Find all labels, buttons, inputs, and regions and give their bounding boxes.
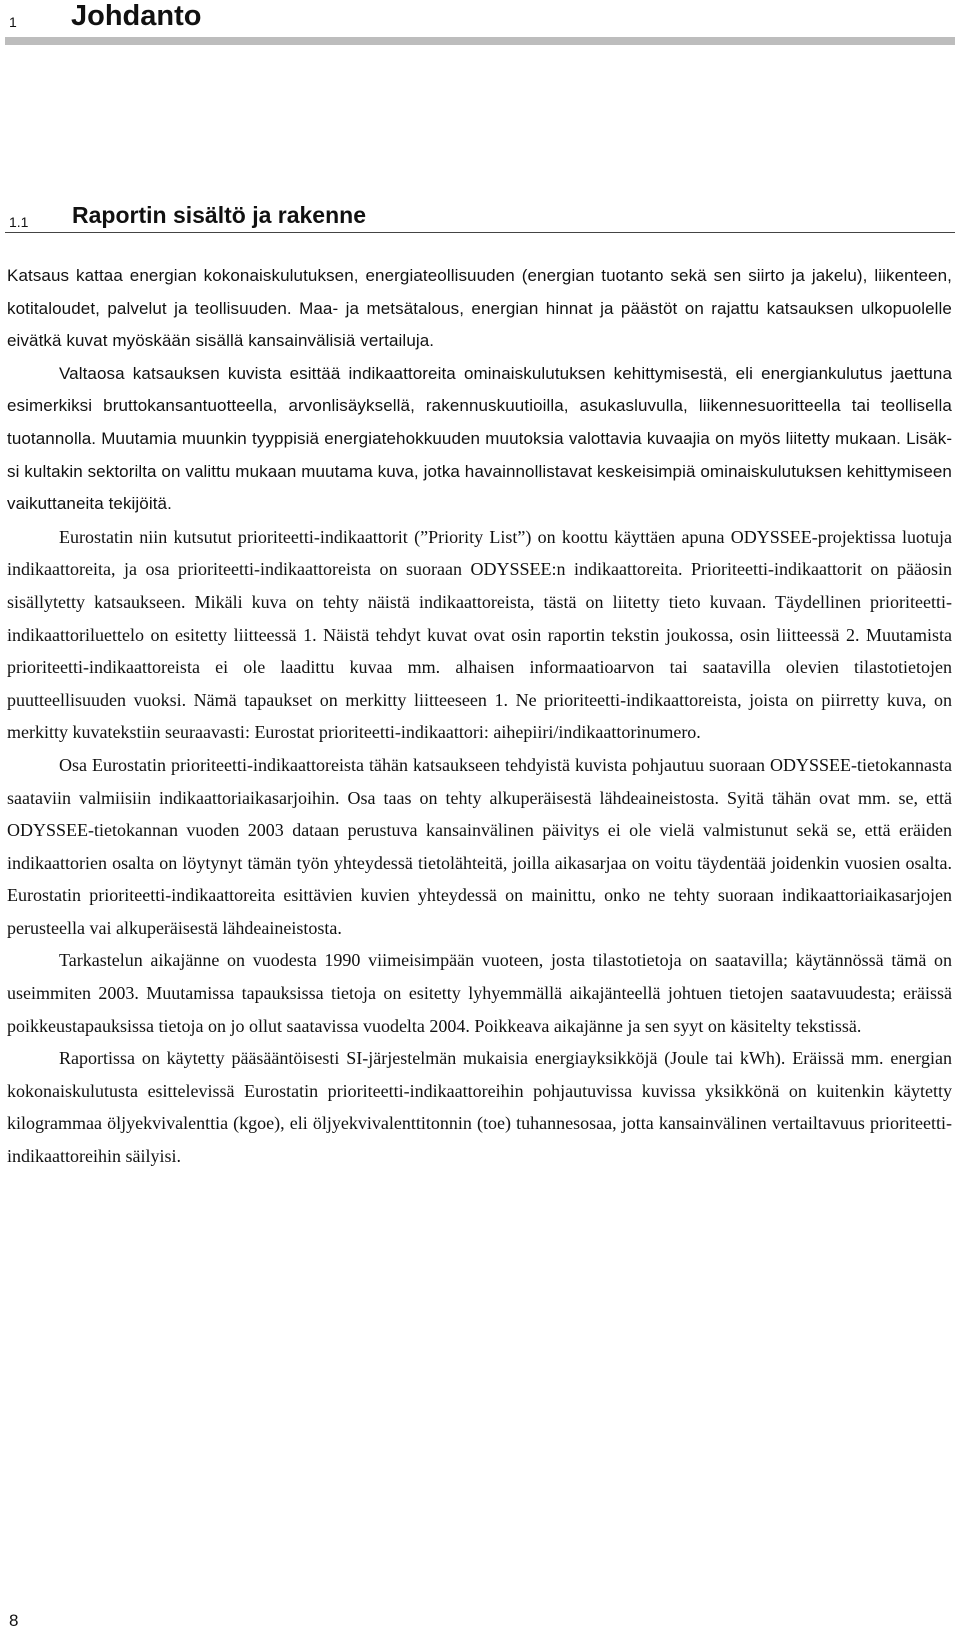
body-text xyxy=(7,260,952,1173)
paragraph-indicators: Valtaosa katsauksen kuvista esittää indikaattoreita ominaiskulutuksen kehittymisestä, eli energiankulutus jaettuna esimerkiksi bruttokansantuotteella, arvonlisäyksellä, rakennuskuutioilla, asukasluvulla, liikennesuoritteella tai teollisella tuotannolla. Muutamia muunkin tyyppisiä energiatehokkuuden muutoksia valottavia kuvaajia on myös liitetty mukaan. Lisäksi kultakin sektorilta on valittu mukaan muutama kuva, jotka havainnollistavat keskeisimpiä ominaiskulutuksen kehittymiseen vaikuttaneita tekijöitä. xyxy=(7,363,952,514)
section-number: 1.1 xyxy=(9,214,29,230)
paragraph-priority-list: Eurostatin niin kutsutut prioriteetti-indikaattorit (”Priority List”) on koottu käyttäen apuna ODYSSEE-projektissa luotuja indikaattoreita, ja osa prioriteetti-indikaattoreista on suoraan ODYSSEE:n indikaattoreita. Prioriteetti-indikaattorit on pääosin sisällytetty katsaukseen. Mikäli kuva on tehty näistä indikaattoreista, tästä on liitetty tieto kuvaan. Täydellinen prioriteetti-indikaattoriluettelo on esitetty liitteessä 1. Näistä tehdyt kuvat ovat osin raportin tekstin joukossa, osin liitteessä 2. Muutamista prioriteetti-indikaattoreista ei ole laadittu kuvaa mm. alhaisen informaatioarvon tai saatavilla olevien tilastotietojen puutteellisuuden vuoksi. Nämä tapaukset on merkitty liitteeseen 1. Ne prioriteetti-indikaattoreista, joista on piirretty kuva, on merkitty kuvatekstiin seuraavasti: Eurostat prioriteetti-indikaattori: aihepiiri/indikaattorinumero. xyxy=(7,526,952,743)
paragraph-time-span: Tarkastelun aikajänne on vuodesta 1990 viimeisimpään vuoteen, josta tilastotietoja on saatavilla; käytännössä tämä on useimmiten 2003. Muutamissa tapauksissa tietoja on esitetty lyhyemmällä aikajänteellä johtuen tietojen saatavuudesta; eräissä poikkeustapauksissa tietoja on jo ollut saatavissa vuodelta 2004. Poikkeava aikajänne ja sen syyt on käsitelty tekstissä. xyxy=(7,950,952,1036)
section-title: Raportin sisältö ja rakenne xyxy=(72,202,366,228)
chapter-rule xyxy=(5,37,955,45)
chapter-number: 1 xyxy=(9,14,17,30)
page-number: 8 xyxy=(9,1611,19,1630)
paragraph-units: Raportissa on käytetty pääsääntöisesti SI-järjestelmän mukaisia energiayksikköjä (Joule tai kWh). Eräissä mm. energian kokonaiskulutusta esittelevissä Eurostatin prioriteetti-indikaattoreihin pohjautuvissa kuvissa yksikkönä on kuitenkin käytetty kilogrammaa öljyekvivalenttia (kgoe), eli öljyekvivalenttitonnin (toe) tuhannesosaa, jotta kansainvälinen vertailtavuus prioriteetti-indikaattoreihin säilyisi. xyxy=(7,1048,952,1167)
paragraph-odyssee: Osa Eurostatin prioriteetti-indikaattoreista tähän katsaukseen tehdyistä kuvista pohjautuu suoraan ODYSSEE-tietokannasta saataviin valmiisiin indikaattoriaikasarjoihin. Osa taas on tehty alkuperäisestä lähdeaineistosta. Syitä tähän ovat mm. se, että ODYSSEE-tietokannan vuoden 2003 dataan perustuva kansainvälinen päivitys ei ole vielä valmistunut sekä se, että eräiden indikaattorien osalta on löytynyt tämän työn yhteydessä tietolähteitä, joilla aikasarjaa on voitu täydentää joidenkin vuosien osalta. Eurostatin prioriteetti-indikaattoreita esittävien kuvien yhteydessä on mainittu, onko ne tehty suoraan indikaattoriaikasarjojen perusteella vai alkuperäisestä lähdeaineistosta. xyxy=(7,754,952,938)
section-heading xyxy=(0,200,960,236)
chapter-heading xyxy=(0,0,960,40)
paragraph-scope: Katsaus kattaa energian kokonaiskulutuksen, energiateollisuuden (energian tuotanto sekä sen siirto ja jakelu), liikenteen, kotitaloudet, palvelut ja teollisuuden. Maa- ja metsätalous, energian hinnat ja päästöt on rajattu katsauksen ulkopuolelle eivätkä kuvat myöskään sisällä kansainvälisiä vertailuja. xyxy=(7,266,952,351)
chapter-title: Johdanto xyxy=(71,0,202,32)
section-rule xyxy=(5,232,955,233)
